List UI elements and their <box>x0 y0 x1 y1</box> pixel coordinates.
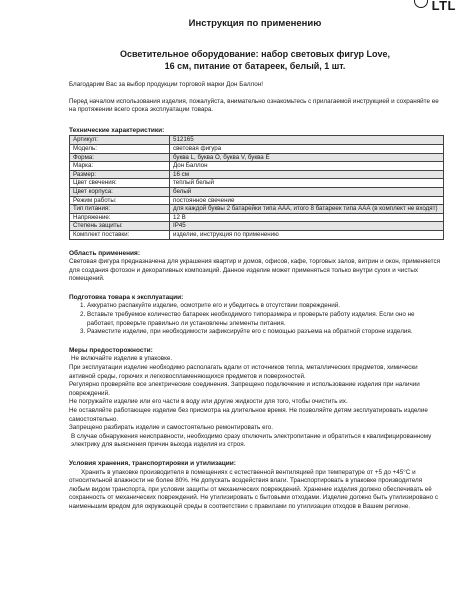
spec-row <box>70 205 444 214</box>
storage-text: Хранить в упаковке производителя в помещениях с естественной вентиляцией при температуре от +5 до +45°С и относительной влажности не более 80%. Не допускать воздействия влаги. Транспортировать в упаковке производителя любым видом транспорта, при условии защиты от механических повреждений. Хранение изделия должно обеспечивать её сохранность от механических повреждений. Не утилизировать с бытовыми отходами. Изделие должно быть утилизировано с наименьшим вредом для окружающей среды в соответствии с правилами по утилизации отходов в Вашем регионе. <box>69 468 438 510</box>
scope-text: Световая фигура предназначена для украшения квартир и домов, офисов, кафе, торговых залов, витрин и окон, применяется для создания фотозон и декоративных композиций. Данное изделие может применяться только внутри сухих и чистых помещений. <box>69 258 441 283</box>
spec-key: Комплект поставки: <box>70 230 170 239</box>
spec-value: постоянное свечение <box>170 196 444 205</box>
spec-row <box>70 213 444 222</box>
spec-key: Модель: <box>70 144 170 153</box>
spec-key: Цвет свечения: <box>70 179 170 188</box>
spec-key: Цвет корпуса: <box>70 187 170 196</box>
precaution-line: Запрещено разбирать изделие и самостоятельно ремонтировать его. <box>69 424 273 432</box>
product-title-line-1: Осветительное оборудование: набор световых фигур Love, <box>119 49 391 59</box>
scope-section <box>69 250 441 284</box>
spec-value: теплый белый <box>170 179 444 188</box>
precaution-line: При эксплуатации изделие необходимо располагать вдали от источников тепла, металлических предметов, химически активной среды, горючих и легковоспламеняющихся предметов и поверхностей. <box>69 364 418 380</box>
preparation-step: 3. Разместите изделие, при необходимости зафиксируйте его с помощью разъема на обратной стороне изделия. <box>87 328 441 337</box>
product-title-line-2: 16 см, питание от батареек, белый, 1 шт. <box>164 61 346 71</box>
storage-section <box>69 460 441 512</box>
precaution-line: Не оставляйте работающее изделие без присмотра на длительное время. Не позволяйте детям эксплуатировать изделие самостоятельно. <box>69 407 428 423</box>
intro-advice: Перед началом использования изделия, пожалуйста, внимательно ознакомьтесь с прилагаемой инструкцией и сохраняйте ее на протяжении всего срока эксплуатации товара. <box>69 97 439 114</box>
spec-value: белый <box>170 187 444 196</box>
spec-key: Степень защиты: <box>70 222 170 231</box>
spec-value: Дон Баллон <box>170 162 444 171</box>
preparation-step: 1. Аккуратно распакуйте изделие, осмотрите его и убедитесь в отсутствии повреждений. <box>87 302 441 311</box>
spec-value: 512165 <box>170 136 444 145</box>
precaution-line: Регулярно проверяйте все электрические соединения. Запрещено подключение и использование изделия при наличии повреждений. <box>69 381 420 397</box>
preparation-step: 2. Вставьте требуемое количество батареек необходимого типоразмера и проверьте работу изделия. Если оно не работает, проверьте правильно ли установлены элементы питания. <box>87 311 441 328</box>
spec-key: Марка: <box>70 162 170 171</box>
logo-text: LTL <box>431 0 456 13</box>
precaution-line: Не погружайте изделие или его части в воду или другие жидкости для того, чтобы очистить их. <box>69 398 348 406</box>
spec-key: Тип питания: <box>70 205 170 214</box>
preparation-heading: Подготовка товара к эксплуатации: <box>69 293 184 301</box>
scope-heading: Область применения: <box>69 249 140 257</box>
spec-key: Напряжение: <box>70 213 170 222</box>
preparation-steps <box>69 302 441 336</box>
spec-value: изделие, инструкция по применению <box>170 230 444 239</box>
spec-row <box>70 179 444 188</box>
spec-key: Артикул: <box>70 136 170 145</box>
spec-key: Форма: <box>70 153 170 162</box>
spec-row <box>70 170 444 179</box>
spec-row <box>70 162 444 171</box>
spec-value: IP45 <box>170 222 444 231</box>
storage-heading: Условия хранения, транспортировки и утилизации: <box>69 459 236 467</box>
instruction-document <box>69 0 441 512</box>
spec-value: буква L, буква O, буква V, буква E <box>170 153 444 162</box>
spec-value: 12 В <box>170 213 444 222</box>
spec-key: Режим работы: <box>70 196 170 205</box>
spec-row <box>70 144 444 153</box>
precautions-heading: Меры предосторожности: <box>69 346 153 354</box>
specs-heading: Технические характеристики: <box>69 126 165 134</box>
precaution-line: Не включайте изделие в упаковке. <box>71 355 173 363</box>
spec-row <box>70 230 444 239</box>
preparation-section <box>69 294 441 337</box>
precaution-line: В случае обнаружения неисправности, необходимо сразу отключить электропитание и обратиться к квалифицированному электрику для выяснения причин выхода изделия из строя. <box>71 432 432 449</box>
spec-row <box>70 187 444 196</box>
spec-value: для каждой буквы 2 батарейки типа ААА, итого 8 батареек типа ААА (в комплект не входят) <box>170 205 444 214</box>
document-title: Инструкция по применению <box>188 18 322 29</box>
product-title <box>69 48 441 72</box>
spec-row <box>70 153 444 162</box>
precautions-section <box>69 347 441 450</box>
spec-key: Размер: <box>70 170 170 179</box>
spec-value: световая фигура <box>170 144 444 153</box>
thanks-text: Благодарим Вас за выбор продукции торговой марки Дон Баллон! <box>69 81 263 88</box>
spec-row <box>70 136 444 145</box>
spec-row <box>70 196 444 205</box>
specs-table <box>69 135 444 239</box>
spec-value: 16 см <box>170 170 444 179</box>
spec-row <box>70 222 444 231</box>
